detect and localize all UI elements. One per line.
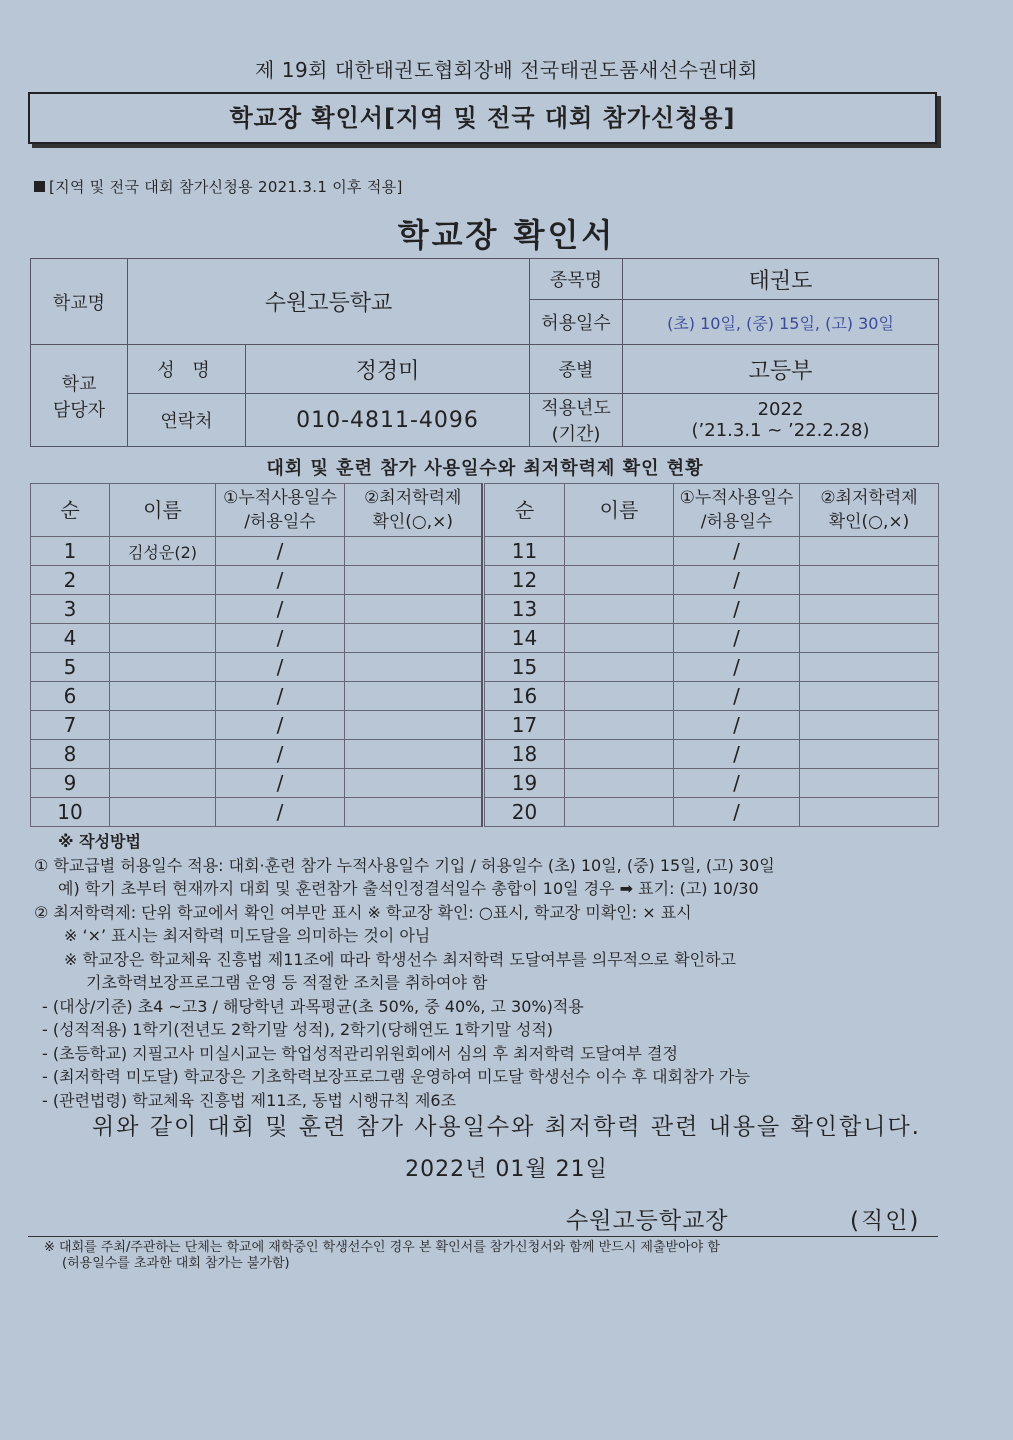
row-name — [565, 769, 674, 798]
applicable-year-label-line2: (기간) — [551, 424, 601, 445]
col-header-name: 이름 — [565, 484, 674, 537]
instruction-1: ① 학교급별 허용일수 적용: 대회·훈련 참가 누적사용일수 기입 / 허용일수 (초) 10일, (중) 15일, (고) 30일 — [34, 855, 775, 875]
phone-label: 연락처 — [128, 394, 246, 447]
row-name — [565, 740, 674, 769]
row-name — [565, 798, 674, 827]
row-no: 11 — [485, 537, 565, 566]
col-header-min-line1: ②최저학력제 — [364, 488, 462, 508]
row-name — [565, 682, 674, 711]
division-label: 종별 — [530, 345, 623, 394]
row-days: / — [216, 653, 345, 682]
table-row — [31, 595, 482, 624]
form-title-box — [28, 92, 937, 144]
row-min — [800, 740, 939, 769]
row-days: / — [216, 798, 345, 827]
row-min — [345, 740, 482, 769]
row-no: 18 — [485, 740, 565, 769]
instruction-2: ② 최저학력제: 단위 학교에서 확인 여부만 표시 ※ 학교장 확인: ○표시, 학교장 미확인: × 표시 — [34, 902, 692, 922]
instruction-1-example: 예) 학기 초부터 현재까지 대회 및 훈련참가 출석인정결석일수 총합이 10일 경우 ➡ 표기: (고) 10/30 — [58, 879, 759, 898]
row-name: 김성운(2) — [110, 537, 216, 566]
table-row — [31, 537, 482, 566]
person-name-value: 정경미 — [246, 345, 530, 394]
school-name-label: 학교명 — [31, 259, 128, 345]
row-min — [345, 769, 482, 798]
row-no: 4 — [31, 624, 110, 653]
contact-person-label-line2: 담당자 — [52, 399, 106, 421]
row-no: 19 — [485, 769, 565, 798]
col-header-days-line1: ①누적사용일수 — [223, 488, 337, 508]
school-info-table — [30, 258, 939, 447]
row-days: / — [216, 566, 345, 595]
row-no: 3 — [31, 595, 110, 624]
detail-laws: - (관련법령) 학교체육 진흥법 제11조, 동법 시행규칙 제6조 — [42, 1090, 457, 1110]
row-days: / — [216, 740, 345, 769]
col-header-days — [216, 484, 345, 537]
signature-date: 2022년 01월 21일 — [405, 1157, 608, 1182]
row-days: / — [674, 566, 800, 595]
school-name-value: 수원고등학교 — [128, 259, 530, 345]
row-no: 17 — [485, 711, 565, 740]
confirmation-statement: 위와 같이 대회 및 훈련 참가 사용일수와 최저학력 관련 내용을 확인합니다. — [92, 1114, 921, 1140]
row-min — [800, 537, 939, 566]
row-days: / — [674, 624, 800, 653]
row-name — [565, 624, 674, 653]
detail-below-minimum: - (최저학력 미도달) 학교장은 기초학력보장프로그램 운영하여 미도달 학생선수 이수 후 대회참가 가능 — [42, 1067, 750, 1086]
square-bullet-icon — [34, 181, 45, 192]
event-value: 태권도 — [623, 259, 939, 300]
application-note-text: [지역 및 전국 대회 참가신청용 2021.3.1 이후 적용] — [49, 178, 403, 196]
row-no: 5 — [31, 653, 110, 682]
col-header-min — [800, 484, 939, 537]
table-row — [31, 624, 482, 653]
row-name — [110, 798, 216, 827]
form-title: 학교장 확인서[지역 및 전국 대회 참가신청용] — [229, 104, 736, 132]
row-name — [110, 653, 216, 682]
row-name — [110, 595, 216, 624]
allowed-days-label: 허용일수 — [530, 300, 623, 345]
col-header-min-line2: 확인(○,×) — [828, 512, 910, 532]
col-header-days-line2: /허용일수 — [244, 512, 316, 532]
table-row — [485, 537, 939, 566]
row-name — [110, 566, 216, 595]
table-row — [31, 653, 482, 682]
event-label: 종목명 — [530, 259, 623, 300]
footer-note-line2: (허용일수를 초과한 대회 참가는 불가함) — [62, 1256, 290, 1271]
row-min — [800, 769, 939, 798]
table-row — [31, 740, 482, 769]
document-title: 학교장 확인서 — [397, 216, 616, 254]
instruction-2-note-b1: ※ 학교장은 학교체육 진흥법 제11조에 따라 학생선수 최저학력 도달여부를 의무적으로 확인하고 — [64, 949, 736, 969]
row-name — [565, 653, 674, 682]
table-row — [31, 769, 482, 798]
table-row — [485, 653, 939, 682]
contact-person-label — [31, 345, 128, 447]
applicable-year-label-line1: 적용년도 — [541, 398, 611, 419]
row-days: / — [216, 682, 345, 711]
instruction-2-note-b2: 기초학력보장프로그램 운영 등 적절한 조치를 취하여야 함 — [86, 973, 488, 992]
phone-value: 010-4811-4096 — [246, 394, 530, 447]
athlete-table-right — [484, 483, 939, 827]
applicable-year-value-line1: 2022 — [757, 399, 804, 420]
row-days: / — [674, 711, 800, 740]
row-no: 20 — [485, 798, 565, 827]
applicable-year-label — [530, 394, 623, 447]
row-name — [110, 740, 216, 769]
row-no: 12 — [485, 566, 565, 595]
col-header-min — [345, 484, 482, 537]
row-min — [345, 682, 482, 711]
footer-note-line1: ※ 대회를 주최/주관하는 단체는 학교에 재학중인 학생선수인 경우 본 확인서를 참가신청서와 함께 반드시 제출받아야 함 — [44, 1240, 720, 1255]
instruction-2-note-a: ※ ‘×’ 표시는 최저학력 미도달을 의미하는 것이 아님 — [64, 926, 431, 945]
row-days: / — [674, 595, 800, 624]
person-name-label: 성 명 — [128, 345, 246, 394]
row-min — [345, 566, 482, 595]
table-row — [485, 595, 939, 624]
table-row — [485, 769, 939, 798]
row-no: 9 — [31, 769, 110, 798]
col-header-days — [674, 484, 800, 537]
row-name — [565, 595, 674, 624]
row-days: / — [674, 798, 800, 827]
row-min — [345, 537, 482, 566]
row-name — [565, 566, 674, 595]
row-no: 16 — [485, 682, 565, 711]
row-name — [565, 711, 674, 740]
table-row — [485, 740, 939, 769]
row-min — [800, 682, 939, 711]
row-min — [800, 711, 939, 740]
detail-grades: - (성적적용) 1학기(전년도 2학기말 성적), 2학기(당해연도 1학기말 성적) — [42, 1020, 554, 1039]
row-days: / — [674, 740, 800, 769]
row-days: / — [216, 711, 345, 740]
row-no: 6 — [31, 682, 110, 711]
row-min — [345, 653, 482, 682]
footer-note — [44, 1240, 720, 1272]
row-no: 14 — [485, 624, 565, 653]
row-min — [800, 595, 939, 624]
row-days: / — [674, 682, 800, 711]
row-name — [565, 537, 674, 566]
table-row — [485, 624, 939, 653]
row-no: 10 — [31, 798, 110, 827]
applicable-year-value-line2: (’21.3.1 ~ ’22.2.28) — [691, 420, 870, 441]
row-days: / — [674, 769, 800, 798]
col-header-min-line1: ②최저학력제 — [820, 488, 918, 508]
row-days: / — [216, 624, 345, 653]
footer-divider — [28, 1236, 938, 1237]
row-name — [110, 624, 216, 653]
table-row — [485, 682, 939, 711]
athlete-table-left — [30, 483, 483, 827]
table-row — [485, 711, 939, 740]
instructions — [34, 830, 964, 1112]
col-header-name: 이름 — [110, 484, 216, 537]
row-days: / — [216, 769, 345, 798]
row-days: / — [216, 537, 345, 566]
row-name — [110, 769, 216, 798]
principal-signature: 수원고등학교장 — [566, 1208, 729, 1234]
row-min — [800, 566, 939, 595]
detail-target: - (대상/기준) 초4 ~고3 / 해당학년 과목평균(초 50%, 중 40%, 고 30%)적용 — [42, 996, 584, 1016]
row-min — [345, 624, 482, 653]
division-value: 고등부 — [623, 345, 939, 394]
row-min — [345, 595, 482, 624]
col-header-min-line2: 확인(○,×) — [372, 512, 454, 532]
row-no: 8 — [31, 740, 110, 769]
row-min — [345, 711, 482, 740]
allowed-days-value: (초) 10일, (중) 15일, (고) 30일 — [623, 300, 939, 345]
table-row — [485, 566, 939, 595]
row-min — [345, 798, 482, 827]
instructions-heading: ※ 작성방법 — [58, 832, 141, 851]
row-days: / — [674, 537, 800, 566]
row-no: 1 — [31, 537, 110, 566]
row-min — [800, 624, 939, 653]
table-row — [31, 682, 482, 711]
applicable-year-value — [623, 394, 939, 447]
row-days: / — [674, 653, 800, 682]
contact-person-label-line1: 학교 — [61, 373, 97, 395]
table-row — [31, 566, 482, 595]
row-min — [800, 798, 939, 827]
table-row — [31, 711, 482, 740]
row-days: / — [216, 595, 345, 624]
col-header-days-line1: ①누적사용일수 — [679, 488, 794, 508]
row-name — [110, 711, 216, 740]
col-header-days-line2: /허용일수 — [700, 512, 773, 532]
table-row — [485, 798, 939, 827]
col-header-no: 순 — [31, 484, 110, 537]
row-name — [110, 682, 216, 711]
detail-elementary: - (초등학교) 지필고사 미실시교는 학업성적관리위원회에서 심의 후 최저학력 도달여부 결정 — [42, 1043, 678, 1063]
application-note — [34, 176, 403, 197]
status-section-title: 대회 및 훈련 참가 사용일수와 최저학력제 확인 현황 — [266, 458, 704, 479]
row-no: 13 — [485, 595, 565, 624]
table-row — [31, 798, 482, 827]
row-no: 2 — [31, 566, 110, 595]
row-no: 15 — [485, 653, 565, 682]
official-seal-placeholder: (직인) — [850, 1208, 921, 1234]
col-header-no: 순 — [485, 484, 565, 537]
row-min — [800, 653, 939, 682]
row-no: 7 — [31, 711, 110, 740]
competition-title: 제 19회 대한태권도협회장배 전국태권도품새선수권대회 — [255, 58, 758, 82]
